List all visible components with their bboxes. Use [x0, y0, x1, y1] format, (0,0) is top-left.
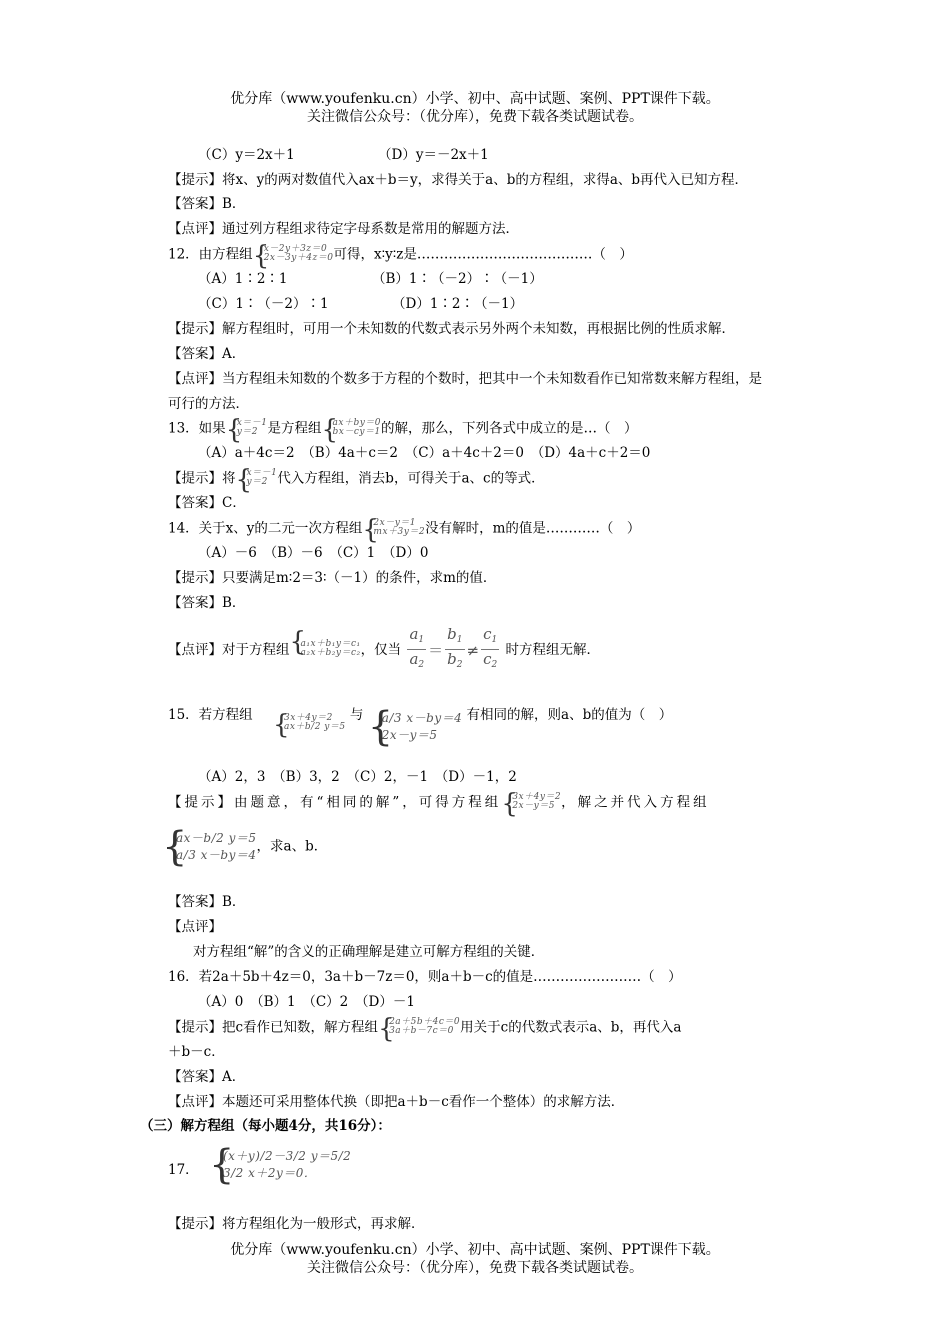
- q17-system-row-2: 3/2 x＋2y＝0．: [222, 1166, 317, 1180]
- q15-stem: [168, 704, 673, 750]
- q14-prefix: 14．关于x、y的二元一次方程组: [168, 520, 363, 537]
- q15-hint2-system: [162, 824, 257, 870]
- header-line-1: 优分库（www.youfenku.cn）小学、初中、高中试题、案例、PPT课件下载。: [230, 91, 720, 107]
- q16-hint: [168, 1014, 682, 1044]
- header-line-2: 关注微信公众号：（优分库），免费下载各类试题试卷。: [307, 109, 643, 125]
- fraction-c1-c2: [481, 626, 499, 675]
- footer-line-1: 优分库（www.youfenku.cn）小学、初中、高中试题、案例、PPT课件下载。: [230, 1242, 720, 1258]
- q13-system-row-2: bx－cy＝1: [332, 427, 381, 437]
- footer-line-2: 关注微信公众号：（优分库），免费下载各类试题试卷。: [307, 1260, 643, 1276]
- frac-a-num: a: [409, 625, 419, 643]
- q16-comment: 【点评】本题还可采用整体代换（即把a＋b－c看作一个整体）的求解方法．: [168, 1094, 625, 1110]
- sub-2: 2: [491, 660, 498, 670]
- q15-prefix: 15．若方程组: [168, 707, 253, 723]
- frac-c-num: c: [483, 625, 492, 643]
- q17-label: 17．: [168, 1162, 199, 1178]
- fraction-a1-a2: [407, 626, 426, 675]
- q16-hint-line-2: ＋b－c．: [168, 1044, 225, 1060]
- q13-solution-row-1: x＝－1: [236, 418, 268, 428]
- q13-system-row-1: ax＋by＝0: [332, 418, 382, 428]
- q17-stem: [168, 1142, 352, 1193]
- q15-hint-suffix: ，解之并代入方程组: [561, 794, 710, 811]
- q17-hint: 【提示】将方程组化为一般形式，再求解．: [168, 1216, 425, 1232]
- brace-icon: {: [362, 515, 379, 545]
- q15-middle: 与: [349, 707, 364, 723]
- brace-icon: {: [235, 465, 253, 495]
- q13-hint-system: [235, 465, 278, 495]
- q15-hint2-row-1: ax－b/2 y＝5: [176, 831, 257, 845]
- q13-prefix: 13．如果: [168, 420, 226, 437]
- q12-suffix: 可得，x∶y∶z是…………………………………（ ）: [333, 246, 633, 263]
- q12-prefix: 12．由方程组: [168, 246, 253, 263]
- q17-system-row-1: (x＋y)/2－3/2 y＝5/2: [222, 1149, 352, 1163]
- frac-c-den: c: [483, 650, 492, 668]
- brace-icon: {: [501, 789, 519, 819]
- q13-solution-row-2: y＝2: [236, 427, 258, 437]
- q12-option-b: （B）1∶（－2）∶（－1）: [372, 271, 543, 287]
- q14-system-row-2: mx＋3y＝2: [373, 527, 426, 537]
- q17-equation-system: [208, 1142, 352, 1193]
- q15-answer: 【答案】B．: [168, 894, 246, 910]
- brace-icon: {: [252, 241, 270, 271]
- brace-icon: {: [162, 824, 188, 870]
- q15-comment-label: 【点评】: [168, 919, 222, 935]
- q15-system-1: [272, 710, 346, 740]
- q12-answer: 【答案】A．: [168, 346, 246, 362]
- q12-system-row-2: 2x－3y＋4z＝0: [263, 253, 334, 263]
- q13-hint: [168, 465, 545, 495]
- q14-suffix: 没有解时，m的值是…………（ ）: [425, 520, 641, 537]
- q15-comment: 对方程组“解”的含义的正确理解是建立可解方程组的关键．: [193, 944, 545, 960]
- brace-icon: {: [289, 626, 307, 657]
- q14-options: （A）－6 （B）－6 （C）1 （D）0: [198, 545, 429, 561]
- q11-answer: 【答案】B．: [168, 196, 246, 212]
- q14-system-row-1: 2x－y＝1: [373, 518, 417, 528]
- q12-system-row-1: x－2y＋3z＝0: [263, 244, 328, 254]
- q13-answer: 【答案】C．: [168, 495, 246, 511]
- q13-hint-suffix: 代入方程组，消去b，可得关于a、c的等式．: [277, 470, 545, 487]
- q13-equation-system: [321, 415, 382, 445]
- q12-option-d: （D）1∶2∶（－1）: [392, 296, 524, 312]
- q15-suffix: 有相同的解，则a、b的值为（ ）: [466, 707, 673, 723]
- q14-comment-row-1: a₁x＋b₁y＝c₁: [300, 638, 361, 649]
- q15-system-2-row-2: 2x－y＝5: [381, 728, 438, 742]
- q12-option-c: （C）1∶（－2）∶1: [198, 296, 329, 312]
- q14-answer: 【答案】B．: [168, 595, 246, 611]
- section-3-title: （三）解方程组（每小题4分，共16分）：: [140, 1118, 391, 1134]
- q13-hint-row-1: x＝－1: [246, 468, 278, 478]
- q13-options: （A）a＋4c＝2 （B）4a＋c＝2 （C）a＋4c＋2＝0 （D）4a＋c＋2＝0: [198, 445, 651, 461]
- q12-comment-line-1: 【点评】当方程组未知数的个数多于方程的个数时，把其中一个未知数看作已知常数来解方程组，是: [168, 371, 762, 387]
- sub-1: 1: [491, 635, 498, 645]
- q12-option-a: （A）1∶2∶1: [198, 271, 288, 287]
- q16-hint-suffix: 用关于c的代数式表示a、b，再代入a: [460, 1019, 682, 1036]
- q13-middle: 是方程组: [267, 420, 322, 437]
- q12-stem: [168, 241, 633, 271]
- brace-icon: {: [321, 415, 339, 445]
- q15-hint: [168, 789, 710, 819]
- q12-equation-system: [252, 241, 334, 271]
- frac-b-den: b: [447, 650, 457, 668]
- q16-hint-row-2: 3a＋b－7c＝0: [389, 1026, 454, 1036]
- q12-comment-line-2: 可行的方法．: [168, 396, 249, 412]
- q13-hint-row-2: y＝2: [246, 477, 268, 487]
- q15-system-2-row-1: a/3 x－by＝4: [381, 711, 463, 725]
- q13-suffix: 的解，那么，下列各式中成立的是…（ ）: [381, 420, 638, 437]
- q11-option-c: （C）y＝2x＋1: [198, 147, 295, 163]
- q15-system-1-row-1: 3x＋4y＝2: [283, 713, 333, 723]
- equals-sign: ＝: [428, 641, 444, 660]
- q14-comment: [168, 626, 600, 675]
- q14-comment-prefix: 【点评】对于方程组: [168, 642, 290, 658]
- frac-a-den: a: [409, 650, 419, 668]
- q14-comment-mid: ，仅当: [360, 642, 402, 658]
- q14-stem: [168, 515, 641, 545]
- q14-comment-row-2: a₂x＋b₂y＝c₂: [300, 647, 361, 658]
- q14-comment-system: [289, 626, 361, 671]
- q15-hint-line-2: [162, 824, 328, 870]
- q12-hint: 【提示】解方程组时，可用一个未知数的代数式表示另外两个未知数，再根据比例的性质求解．: [168, 321, 735, 337]
- q13-hint-prefix: 【提示】将: [168, 470, 236, 487]
- q15-hint-prefix: 【提示】由题意，有“相同的解”，可得方程组: [168, 794, 502, 811]
- q14-hint: 【提示】只要满足m∶2＝3∶（－1）的条件，求m的值．: [168, 570, 497, 586]
- q13-solution-system: [225, 415, 268, 445]
- sub-2: 2: [456, 660, 463, 670]
- q16-options: （A）0 （B）1 （C）2 （D）－1: [198, 994, 415, 1010]
- q13-stem: [168, 415, 638, 445]
- q15-hint-row-2: 2x－y＝5: [512, 801, 555, 811]
- q16-hint-system: [378, 1014, 461, 1044]
- not-equal-sign: ≠: [466, 641, 480, 660]
- q15-system-1-row-2: ax＋b/2 y＝5: [283, 722, 346, 732]
- q15-system-2: [367, 704, 463, 750]
- brace-icon: {: [272, 710, 290, 740]
- brace-icon: {: [378, 1014, 395, 1044]
- frac-b-num: b: [447, 625, 457, 643]
- sub-1: 1: [456, 635, 463, 645]
- q16-hint-prefix: 【提示】把c看作已知数，解方程组: [168, 1019, 379, 1036]
- q16-answer: 【答案】A．: [168, 1069, 246, 1085]
- q15-hint-system: [501, 789, 562, 819]
- brace-icon: {: [367, 704, 394, 750]
- q11-comment: 【点评】通过列方程组求待定字母系数是常用的解题方法．: [168, 221, 519, 237]
- q16-stem: 16．若2a＋5b＋4z＝0，3a＋b－7z＝0，则a＋b－c的值是……………………（ ）: [168, 969, 682, 985]
- q11-option-d: （D）y＝－2x＋1: [378, 147, 489, 163]
- q15-options: （A）2，3 （B）3，2 （C）2，－1 （D）－1，2: [198, 769, 517, 785]
- fraction-b1-b2: [445, 626, 464, 675]
- q15-hint2-row-2: a/3 x－by＝4: [176, 848, 257, 862]
- q14-equation-system: [362, 515, 426, 545]
- q11-hint: 【提示】将x、y的两对数值代入ax＋b＝y，求得关于a、b的方程组，求得a、b再代入已知方程．: [168, 172, 749, 188]
- brace-icon: {: [225, 415, 243, 445]
- q15-hint-row-1: 3x＋4y＝2: [512, 792, 562, 802]
- sub-2: 2: [418, 660, 425, 670]
- q16-hint-row-1: 2a＋5b＋4c＝0: [389, 1017, 461, 1027]
- q14-comment-suffix: 时方程组无解．: [505, 642, 601, 658]
- sub-1: 1: [418, 635, 425, 645]
- q15-hint2-suffix: ，求a、b．: [256, 838, 328, 855]
- brace-icon: {: [208, 1142, 235, 1188]
